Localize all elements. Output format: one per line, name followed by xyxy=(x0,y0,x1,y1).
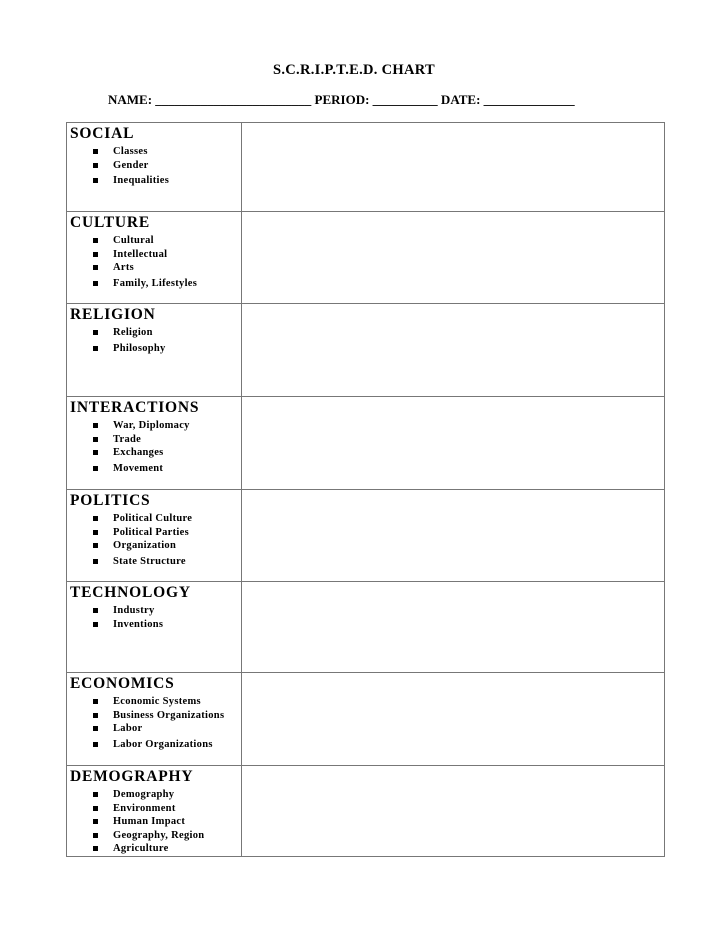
category-title: INTERACTIONS xyxy=(70,399,200,416)
category-title: TECHNOLOGY xyxy=(70,584,191,601)
category-cell xyxy=(67,490,242,582)
writing-area-culture[interactable] xyxy=(242,212,665,304)
list-item: Philosophy xyxy=(93,342,241,356)
chart-row-culture xyxy=(67,212,665,304)
category-title: CULTURE xyxy=(70,214,150,231)
writing-area-technology[interactable] xyxy=(242,582,665,673)
list-item: Environment xyxy=(93,802,241,816)
category-item-list xyxy=(67,145,241,188)
list-item: Labor Organizations xyxy=(93,738,241,752)
category-cell xyxy=(67,766,242,857)
list-item: Political Culture xyxy=(93,512,241,526)
list-item: Agriculture xyxy=(93,842,241,856)
category-item-list xyxy=(67,326,241,355)
writing-area-demography[interactable] xyxy=(242,766,665,857)
list-item: Cultural xyxy=(93,234,241,248)
writing-area-economics[interactable] xyxy=(242,673,665,766)
category-item-list xyxy=(67,604,241,631)
category-cell xyxy=(67,673,242,766)
writing-area-religion[interactable] xyxy=(242,304,665,397)
page-title: S.C.R.I.P.T.E.D. CHART xyxy=(273,62,435,78)
list-item: Industry xyxy=(93,604,241,618)
category-cell xyxy=(67,582,242,673)
category-item-list xyxy=(67,234,241,290)
list-item: Religion xyxy=(93,326,241,340)
list-item: Economic Systems xyxy=(93,695,241,709)
category-cell xyxy=(67,212,242,304)
category-item-list xyxy=(67,788,241,856)
list-item: Arts xyxy=(93,261,241,275)
list-item: Inventions xyxy=(93,618,241,632)
writing-area-interactions[interactable] xyxy=(242,397,665,490)
category-item-list xyxy=(67,419,241,475)
category-title: POLITICS xyxy=(70,492,151,509)
list-item: Movement xyxy=(93,462,241,476)
list-item: Organization xyxy=(93,539,241,553)
category-item-list xyxy=(67,512,241,568)
list-item: Trade xyxy=(93,433,241,447)
chart-row-politics xyxy=(67,490,665,582)
list-item: Geography, Region xyxy=(93,829,241,843)
list-item: Family, Lifestyles xyxy=(93,277,241,291)
category-cell xyxy=(67,123,242,212)
list-item: Intellectual xyxy=(93,248,241,262)
category-cell xyxy=(67,397,242,490)
name-period-date-line: NAME: ________________________ PERIOD: __________ DATE: ______________ xyxy=(108,92,575,107)
list-item: Classes xyxy=(93,145,241,159)
category-title: RELIGION xyxy=(70,306,156,323)
chart-row-religion xyxy=(67,304,665,397)
category-title: ECONOMICS xyxy=(70,675,175,692)
list-item: Demography xyxy=(93,788,241,802)
list-item: Inequalities xyxy=(93,174,241,188)
list-item: Exchanges xyxy=(93,446,241,460)
chart-row-demography xyxy=(67,766,665,857)
chart-row-social xyxy=(67,123,665,212)
list-item: Business Organizations xyxy=(93,709,241,723)
list-item: Human Impact xyxy=(93,815,241,829)
category-item-list xyxy=(67,695,241,751)
list-item: Labor xyxy=(93,722,241,736)
list-item: War, Diplomacy xyxy=(93,419,241,433)
chart-row-technology xyxy=(67,582,665,673)
category-cell xyxy=(67,304,242,397)
writing-area-social[interactable] xyxy=(242,123,665,212)
scripted-chart-table xyxy=(66,122,665,857)
chart-row-interactions xyxy=(67,397,665,490)
list-item: State Structure xyxy=(93,555,241,569)
category-title: SOCIAL xyxy=(70,125,135,142)
category-title: DEMOGRAPHY xyxy=(70,768,194,785)
list-item: Gender xyxy=(93,159,241,173)
writing-area-politics[interactable] xyxy=(242,490,665,582)
chart-row-economics xyxy=(67,673,665,766)
list-item: Political Parties xyxy=(93,526,241,540)
